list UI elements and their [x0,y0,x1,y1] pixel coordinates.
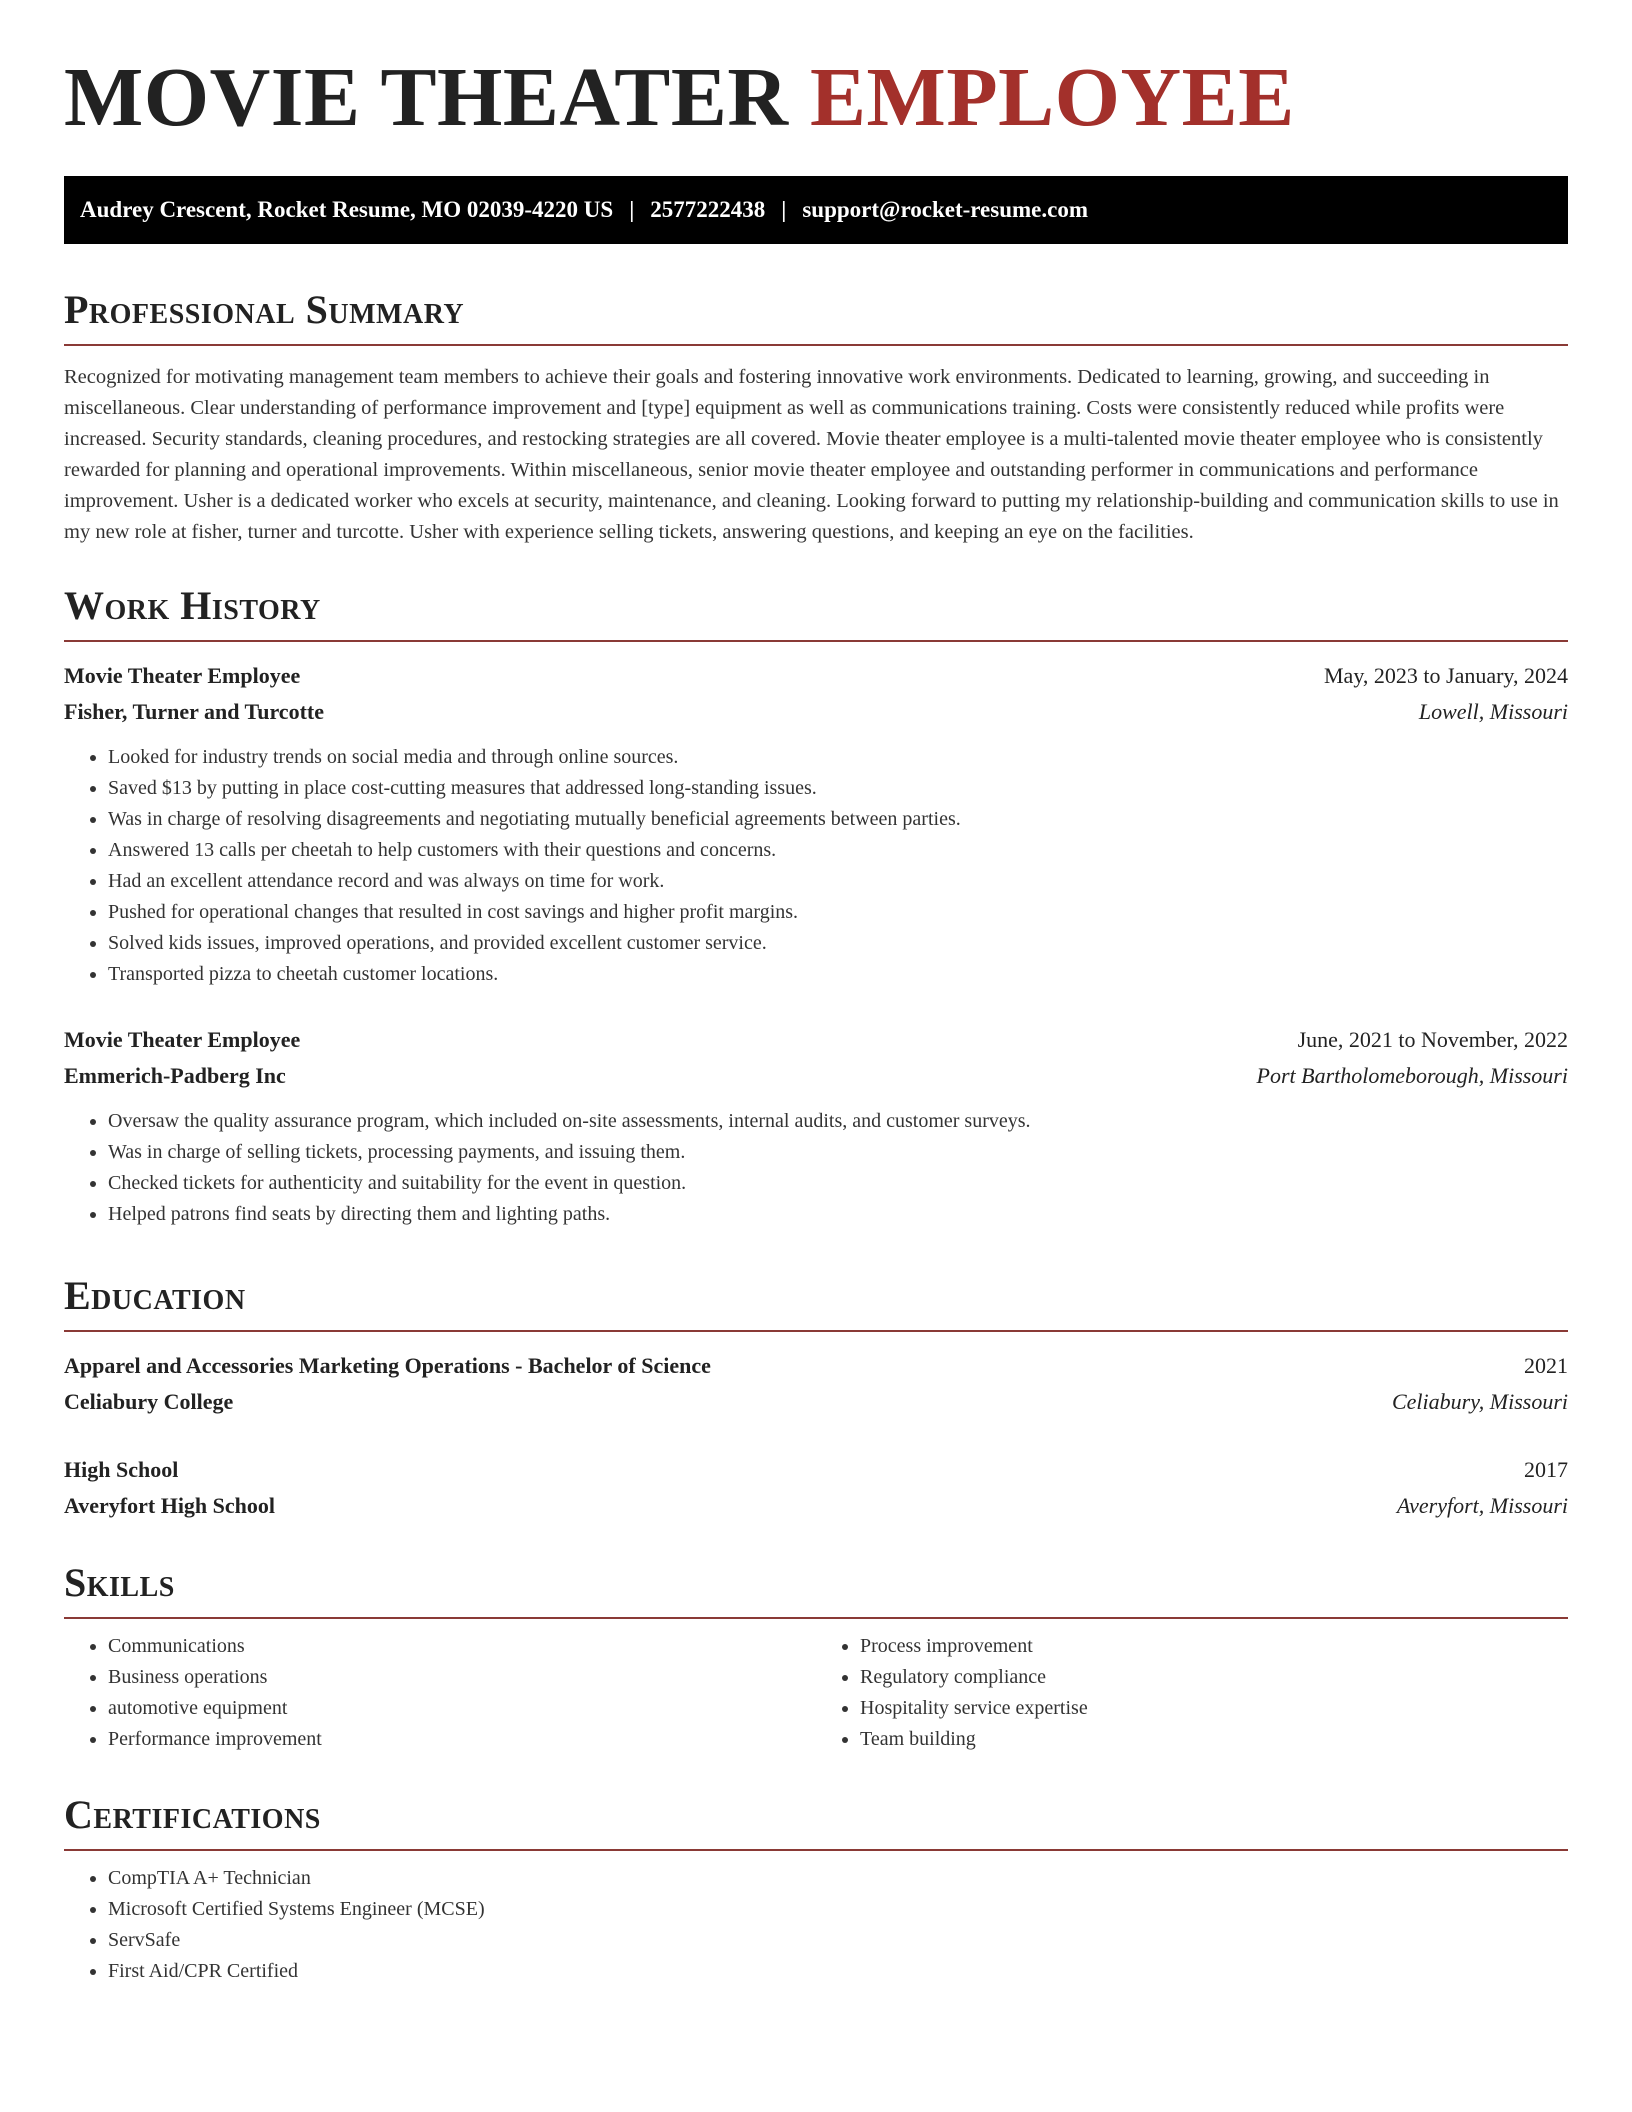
job-dates: June, 2021 to November, 2022 [1297,1027,1568,1052]
job-company: Emmerich-Padberg Inc [64,1063,286,1088]
list-item: • CompTIA A+ Technician [108,1863,1568,1894]
resume-title [64,52,1295,144]
education-school-row [64,1488,1568,1524]
job-title: Movie Theater Employee [64,1027,301,1052]
job-company-row [64,694,1568,730]
job-company-row [64,1058,1568,1094]
summary-section [64,287,1568,548]
job-entry [64,658,1568,990]
list-item: • Communications [108,1631,816,1662]
education-degree: High School [64,1457,179,1482]
list-item: • Transported pizza to cheetah customer locations. [108,959,1568,990]
job-entry [64,1022,1568,1230]
education-degree-row [64,1348,1568,1384]
list-item: • Performance improvement [108,1724,816,1755]
list-item: • Saved $13 by putting in place cost-cutting measures that addressed long-standing issues. [108,773,1568,804]
job-dates: May, 2023 to January, 2024 [1324,663,1568,688]
work-history-section [64,583,1568,1230]
education-heading: Education [64,1276,1568,1332]
job-location: Lowell, Missouri [1418,699,1568,724]
summary-heading: Professional Summary [64,290,1568,346]
job-title: Movie Theater Employee [64,663,301,688]
summary-text: Recognized for motivating management team members to achieve their goals and fostering innovative work environments. Dedicated to learning, growing, and succeeding in miscellaneous. Clear understanding of performance improvement and [type] equipment as well as communications training. Costs were consistently reduced while profits were increased. Security standards, cleaning procedures, and restocking strategies are all covered. Movie theater employee is a multi-talented movie theater employee who is consistently rewarded for planning and operational improvements. Within miscellaneous, senior movie theater employee and outstanding performer in communications and performance improvement. Usher is a dedicated worker who excels at security, maintenance, and cleaning. Looking forward to putting my relationship-building and communication skills to use in my new role at fisher, turner and turcotte. Usher with experience selling tickets, answering questions, and keeping an eye on the facilities. [64,366,1559,543]
list-item: • Answered 13 calls per cheetah to help customers with their questions and concerns. [108,835,1568,866]
list-item: • Oversaw the quality assurance program, which included on-site assessments, internal audits, and customer surveys. [108,1106,1568,1137]
skills-grid [64,1631,1568,1755]
list-item: • Pushed for operational changes that resulted in cost savings and higher profit margins. [108,897,1568,928]
list-item: • First Aid/CPR Certified [108,1956,1568,1987]
contact-separator: | [629,197,635,222]
contact-phone: 2577222438 [650,197,766,222]
education-degree-row [64,1452,1568,1488]
job-title-row [64,1022,1568,1058]
list-item: • Regulatory compliance [860,1662,1568,1693]
certifications-list [64,1863,1568,1987]
job-company: Fisher, Turner and Turcotte [64,699,324,724]
skills-section [64,1560,1568,1755]
contact-address: Audrey Crescent, Rocket Resume, MO 02039-4220 US [80,197,614,222]
education-degree: Apparel and Accessories Marketing Operations - Bachelor of Science [64,1353,711,1378]
education-year: 2021 [1524,1353,1568,1378]
contact-email: support@rocket-resume.com [802,197,1088,222]
job-bullets [64,742,1568,990]
contact-separator: | [781,197,787,222]
job-bullets [64,1106,1568,1230]
list-item: • Team building [860,1724,1568,1755]
skills-list-right [816,1631,1568,1755]
education-school: Celiabury College [64,1389,234,1414]
education-school: Averyfort High School [64,1493,276,1518]
list-item: • automotive equipment [108,1693,816,1724]
list-item: • Process improvement [860,1631,1568,1662]
list-item: • Was in charge of resolving disagreements and negotiating mutually beneficial agreements between parties. [108,804,1568,835]
title-accent: EMPLOYEE [810,51,1295,144]
education-location: Celiabury, Missouri [1391,1389,1568,1414]
title-main: MOVIE THEATER [64,51,789,144]
education-school-row [64,1384,1568,1420]
list-item: • Solved kids issues, improved operations, and provided excellent customer service. [108,928,1568,959]
list-item: • Microsoft Certified Systems Engineer (MCSE) [108,1894,1568,1925]
list-item: • Looked for industry trends on social media and through online sources. [108,742,1568,773]
certifications-section [64,1792,1568,1987]
education-location: Averyfort, Missouri [1396,1493,1568,1518]
education-section [64,1273,1568,1524]
job-title-row [64,658,1568,694]
list-item: • ServSafe [108,1925,1568,1956]
list-item: • Helped patrons find seats by directing them and lighting paths. [108,1199,1568,1230]
list-item: • Hospitality service expertise [860,1693,1568,1724]
list-item: • Checked tickets for authenticity and suitability for the event in question. [108,1168,1568,1199]
list-item: • Had an excellent attendance record and was always on time for work. [108,866,1568,897]
list-item: • Was in charge of selling tickets, processing payments, and issuing them. [108,1137,1568,1168]
certifications-heading: Certifications [64,1795,1568,1851]
job-location: Port Bartholomeborough, Missouri [1256,1063,1568,1088]
work-history-heading: Work History [64,586,1568,642]
education-entry [64,1452,1568,1524]
list-item: • Business operations [108,1662,816,1693]
education-year: 2017 [1524,1457,1568,1482]
education-entry [64,1348,1568,1420]
skills-heading: Skills [64,1563,1568,1619]
contact-bar [64,176,1568,244]
skills-list-left [64,1631,816,1755]
